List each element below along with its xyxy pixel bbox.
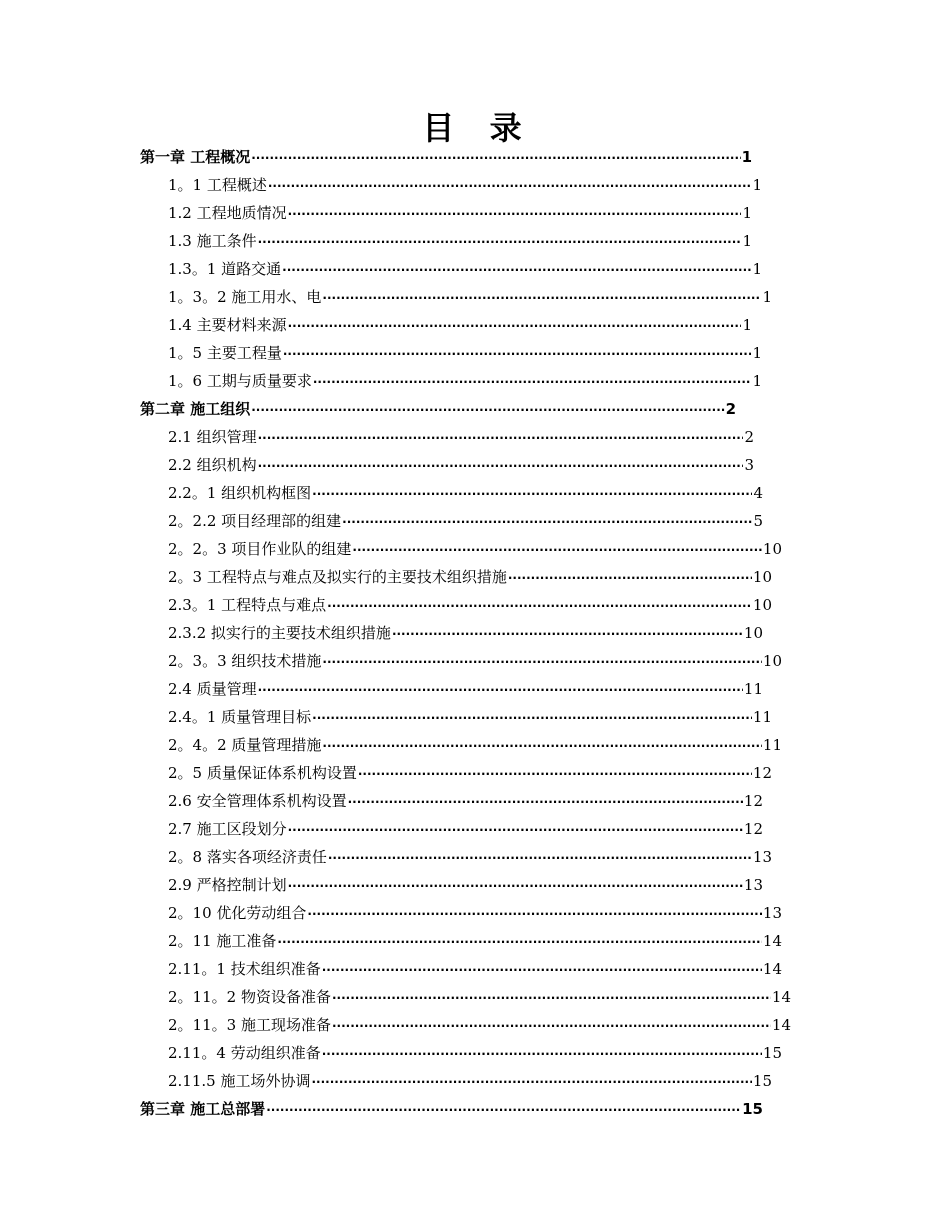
table-of-contents (0, 143, 950, 1123)
toc-entry-label: 2.1 组织管理 (168, 428, 257, 446)
toc-entry-label: 1.4 主要材料来源 (168, 316, 287, 334)
toc-section-entry[interactable] (0, 843, 950, 871)
toc-dot-leader (332, 983, 771, 1011)
toc-section-entry[interactable] (0, 619, 950, 647)
toc-entry-label: 1。6 工期与质量要求 (168, 372, 312, 390)
toc-page-number: 13 (752, 848, 772, 866)
toc-page-number: 11 (762, 736, 782, 754)
toc-dot-leader (258, 423, 744, 451)
toc-dot-leader (266, 1095, 741, 1123)
toc-dot-leader (312, 703, 752, 731)
toc-section-entry[interactable] (0, 535, 950, 563)
toc-dot-leader (322, 283, 761, 311)
toc-dot-leader (251, 395, 724, 423)
toc-dot-leader (358, 759, 752, 787)
toc-page-number: 13 (762, 904, 782, 922)
toc-entry-label: 1.3。1 道路交通 (168, 260, 282, 278)
toc-dot-leader (258, 227, 742, 255)
toc-section-entry[interactable] (0, 311, 950, 339)
toc-dot-leader (313, 367, 752, 395)
toc-entry-label: 2。10 优化劳动组合 (168, 904, 307, 922)
toc-dot-leader (288, 815, 743, 843)
toc-entry-label: 1.2 工程地质情况 (168, 204, 287, 222)
toc-dot-leader (288, 871, 743, 899)
toc-entry-label: 2.6 安全管理体系机构设置 (168, 792, 347, 810)
toc-dot-leader (312, 479, 752, 507)
toc-entry-label: 2。4。2 质量管理措施 (168, 736, 322, 754)
toc-title: 目 录 (422, 109, 534, 147)
toc-page-number: 10 (762, 540, 782, 558)
toc-chapter-entry[interactable] (0, 395, 950, 423)
toc-entry-label: 2.4。1 质量管理目标 (168, 708, 312, 726)
toc-page-number: 12 (743, 820, 763, 838)
toc-dot-leader (322, 731, 762, 759)
toc-page-number: 14 (762, 932, 782, 950)
toc-dot-leader (392, 619, 743, 647)
toc-entry-label: 2。5 质量保证体系机构设置 (168, 764, 357, 782)
toc-page-number: 2 (725, 400, 736, 418)
toc-page-number: 10 (743, 624, 763, 642)
toc-section-entry[interactable] (0, 227, 950, 255)
toc-page-number: 13 (743, 876, 763, 894)
toc-entry-label: 第二章 施工组织 (140, 400, 251, 418)
toc-entry-label: 2.7 施工区段划分 (168, 820, 287, 838)
toc-page-number: 10 (752, 596, 772, 614)
toc-page-number: 11 (743, 680, 763, 698)
toc-entry-label: 2.11。1 技术组织准备 (168, 960, 321, 978)
toc-entry-label: 1.3 施工条件 (168, 232, 257, 250)
toc-page-number: 4 (753, 484, 763, 502)
toc-chapter-entry[interactable] (0, 1095, 950, 1123)
toc-dot-leader (288, 199, 742, 227)
toc-page-number: 1 (762, 288, 772, 306)
toc-page-number: 14 (771, 1016, 791, 1034)
toc-entry-label: 2.11。4 劳动组织准备 (168, 1044, 321, 1062)
toc-dot-leader (277, 927, 762, 955)
toc-entry-label: 2.2。1 组织机构框图 (168, 484, 312, 502)
toc-section-entry[interactable] (0, 563, 950, 591)
toc-section-entry[interactable] (0, 367, 950, 395)
toc-page-number: 1 (752, 176, 762, 194)
toc-section-entry[interactable] (0, 479, 950, 507)
toc-section-entry[interactable] (0, 927, 950, 955)
toc-dot-leader (327, 591, 752, 619)
toc-section-entry[interactable] (0, 507, 950, 535)
toc-page-number: 11 (752, 708, 772, 726)
toc-entry-label: 2。11。2 物资设备准备 (168, 988, 331, 1006)
toc-entry-label: 2.4 质量管理 (168, 680, 257, 698)
toc-dot-leader (352, 535, 762, 563)
toc-chapter-entry[interactable] (0, 143, 950, 171)
toc-dot-leader (283, 339, 752, 367)
toc-entry-label: 2。3。3 组织技术措施 (168, 652, 322, 670)
toc-page-number: 5 (753, 512, 763, 530)
toc-page-number: 10 (762, 652, 782, 670)
toc-entry-label: 1。1 工程概述 (168, 176, 267, 194)
toc-section-entry[interactable] (0, 675, 950, 703)
toc-page-number: 15 (752, 1072, 772, 1090)
toc-page-number: 1 (741, 148, 752, 166)
toc-entry-label: 2.11.5 施工场外协调 (168, 1072, 311, 1090)
toc-page-number: 10 (752, 568, 772, 586)
toc-entry-label: 2.3.2 拟实行的主要技术组织措施 (168, 624, 391, 642)
toc-page-number: 12 (743, 792, 763, 810)
toc-dot-leader (322, 955, 762, 983)
toc-entry-label: 第一章 工程概况 (140, 148, 251, 166)
toc-section-entry[interactable] (0, 983, 950, 1011)
toc-page-number: 1 (752, 344, 762, 362)
toc-section-entry[interactable] (0, 647, 950, 675)
toc-section-entry[interactable] (0, 283, 950, 311)
toc-dot-leader (307, 899, 762, 927)
toc-dot-leader (288, 311, 742, 339)
toc-entry-label: 1。5 主要工程量 (168, 344, 282, 362)
toc-dot-leader (258, 675, 743, 703)
toc-section-entry[interactable] (0, 787, 950, 815)
toc-page-number: 2 (744, 428, 754, 446)
toc-page-number: 1 (742, 232, 752, 250)
toc-section-entry[interactable] (0, 171, 950, 199)
toc-entry-label: 2。2。3 项目作业队的组建 (168, 540, 352, 558)
toc-section-entry[interactable] (0, 1067, 950, 1095)
toc-entry-label: 第三章 施工总部署 (140, 1100, 266, 1118)
toc-section-entry[interactable] (0, 255, 950, 283)
toc-dot-leader (322, 647, 762, 675)
toc-entry-label: 1。3。2 施工用水、电 (168, 288, 322, 306)
toc-section-entry[interactable] (0, 451, 950, 479)
toc-page-number: 15 (742, 1100, 763, 1118)
toc-page-number: 1 (752, 260, 762, 278)
toc-dot-leader (332, 1011, 771, 1039)
toc-entry-label: 2。2.2 项目经理部的组建 (168, 512, 342, 530)
toc-dot-leader (348, 787, 743, 815)
toc-entry-label: 2.9 严格控制计划 (168, 876, 287, 894)
toc-section-entry[interactable] (0, 759, 950, 787)
toc-page-number: 14 (762, 960, 782, 978)
toc-section-entry[interactable] (0, 731, 950, 759)
toc-page-number: 1 (742, 316, 752, 334)
toc-dot-leader (342, 507, 752, 535)
toc-dot-leader (251, 143, 740, 171)
toc-entry-label: 2.2 组织机构 (168, 456, 257, 474)
toc-dot-leader (328, 843, 752, 871)
toc-dot-leader (508, 563, 752, 591)
toc-page-number: 1 (752, 372, 762, 390)
toc-section-entry[interactable] (0, 703, 950, 731)
toc-section-entry[interactable] (0, 591, 950, 619)
toc-section-entry[interactable] (0, 871, 950, 899)
toc-dot-leader (268, 171, 752, 199)
toc-dot-leader (282, 255, 751, 283)
toc-page-number: 12 (752, 764, 772, 782)
toc-entry-label: 2。11。3 施工现场准备 (168, 1016, 331, 1034)
toc-section-entry[interactable] (0, 955, 950, 983)
toc-section-entry[interactable] (0, 423, 950, 451)
toc-page-number: 14 (771, 988, 791, 1006)
toc-dot-leader (258, 451, 744, 479)
toc-section-entry[interactable] (0, 815, 950, 843)
toc-page-number: 1 (742, 204, 752, 222)
toc-section-entry[interactable] (0, 899, 950, 927)
toc-section-entry[interactable] (0, 1039, 950, 1067)
toc-entry-label: 2。11 施工准备 (168, 932, 277, 950)
toc-entry-label: 2。8 落实各项经济责任 (168, 848, 327, 866)
toc-page-number: 15 (762, 1044, 782, 1062)
toc-dot-leader (311, 1067, 751, 1095)
toc-entry-label: 2。3 工程特点与难点及拟实行的主要技术组织措施 (168, 568, 507, 586)
toc-entry-label: 2.3。1 工程特点与难点 (168, 596, 327, 614)
toc-dot-leader (322, 1039, 762, 1067)
toc-section-entry[interactable] (0, 1011, 950, 1039)
toc-section-entry[interactable] (0, 199, 950, 227)
toc-page-number: 3 (744, 456, 754, 474)
toc-section-entry[interactable] (0, 339, 950, 367)
